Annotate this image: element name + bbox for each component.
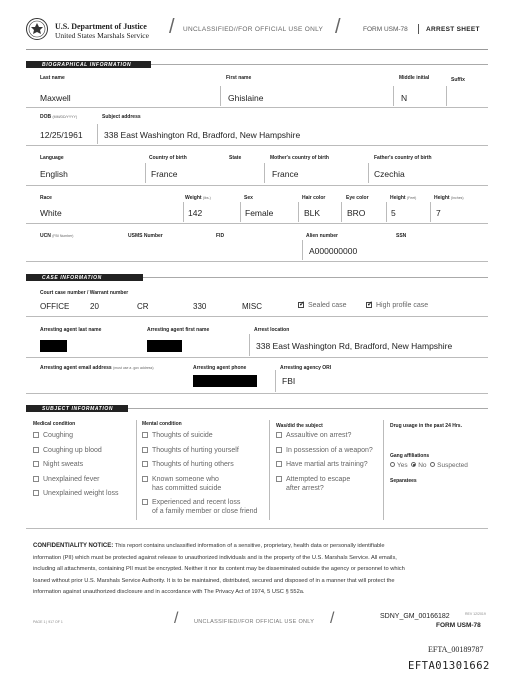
separatees-label: Separatees	[390, 478, 417, 484]
agent-email-label: Arresting agent email address (must use a .gov address)	[40, 365, 154, 371]
race-label: Race	[40, 195, 52, 201]
field-divider	[446, 86, 447, 106]
subject-checkbox[interactable]: In possession of a weapon?	[276, 447, 373, 454]
efta-stamp-small: EFTA_00189787	[428, 645, 484, 654]
mental-checkbox[interactable]: Thoughts of suicide	[142, 432, 213, 439]
high-profile-checkbox[interactable]	[366, 302, 428, 309]
row-rule	[26, 261, 488, 262]
footer-classification: UNCLASSIFIED//FOR OFFICIAL USE ONLY	[194, 619, 315, 625]
first-name-label: First name	[226, 75, 252, 81]
revision-label: REV 12/2019	[465, 612, 486, 616]
ucn-label: UCN (FBI Number)	[40, 233, 74, 239]
gang-radio-group[interactable]: Yes No Suspected	[390, 462, 468, 469]
country-of-birth-label: Country of birth	[149, 155, 187, 161]
dob-label: DOB (MM/DD/YYYY)	[40, 114, 78, 120]
header-divider-pipe	[418, 24, 419, 34]
father-country-label: Father's country of birth	[374, 155, 432, 161]
row-rule	[26, 393, 488, 394]
form-title: ARREST SHEET	[426, 26, 480, 33]
cr-label: CR	[137, 302, 149, 311]
subject-address-label: Subject address	[102, 114, 141, 120]
footer-divider: /	[330, 610, 335, 627]
height-feet-label: Height (Feet)	[390, 195, 417, 201]
row-rule	[26, 107, 488, 108]
field-divider	[393, 86, 394, 106]
last-name-value[interactable]: Maxwell	[40, 93, 71, 103]
agent-phone-label: Arresting agent phone	[193, 365, 247, 371]
mental-checkbox-cont: has committed suicide	[152, 485, 222, 492]
state-label: State	[229, 155, 242, 161]
column-divider	[269, 420, 270, 520]
radio-suspected[interactable]	[430, 462, 435, 467]
confidentiality-notice: CONFIDENTIALITY NOTICE: This report contains unclassified information of a sensitive, proprietary, health data or personally identifiable information (PII) which must be protected against release to unauthorized individuals and is the property of the U.S. Marshals Service. All emails, including all attachments, containing PII must be encrypted. Neither it nor its content may be disseminated outside the agency or personnel to which loaned without prior U.S. Marshals Service Authority. It is to be maintained, distributed, secured and disposed of in a manner that will protect the information against unauthorized disclosure and in accordance with The Privacy Act of 1974, 5 USC § 552a.	[33, 543, 405, 595]
agent-first-name-label: Arresting agent first name	[147, 327, 210, 333]
agent-last-name-label: Arresting agent last name	[40, 327, 102, 333]
sealed-case-label: Sealed case	[308, 302, 347, 309]
mental-checkbox[interactable]: Thoughts of hurting yourself	[142, 447, 239, 454]
doj-seal-icon	[26, 18, 48, 40]
arresting-agency-label: Arresting agency ORI	[280, 365, 332, 371]
father-country-value[interactable]: Czechia	[374, 169, 405, 179]
dob-value[interactable]: 12/25/1961	[40, 130, 83, 140]
height-feet-value[interactable]: 5	[391, 208, 396, 218]
middle-initial-value[interactable]: N	[401, 93, 408, 103]
field-divider	[145, 163, 146, 183]
race-value[interactable]: White	[40, 208, 62, 218]
footer-form-number: FORM USM-78	[436, 622, 481, 629]
mental-checkbox[interactable]: Known someone who	[142, 476, 219, 483]
ssn-label: SSN	[396, 233, 407, 239]
section-rule	[128, 408, 488, 409]
subject-did-label: Was/did the subject	[276, 423, 323, 429]
field-divider	[183, 202, 184, 222]
mental-checkbox[interactable]: Thoughts of hurting others	[142, 461, 234, 468]
efta-stamp-large: EFTA01301662	[408, 660, 490, 672]
cr-number[interactable]: 330	[193, 302, 207, 311]
field-divider	[298, 202, 299, 222]
row-rule	[26, 145, 488, 146]
row-rule	[26, 357, 488, 358]
sealed-case-checkbox[interactable]	[298, 302, 347, 309]
row-rule	[26, 528, 488, 529]
weight-value[interactable]: 142	[188, 208, 203, 218]
language-value[interactable]: English	[40, 169, 68, 179]
field-divider	[386, 202, 387, 222]
subject-address-value[interactable]: 338 East Washington Rd, Bradford, New Hampshire	[104, 130, 301, 140]
drug-usage-label: Drug usage in the past 24 Hrs.	[390, 423, 462, 429]
header-divider: /	[169, 16, 175, 38]
field-divider	[97, 124, 98, 144]
hair-color-label: Hair color	[302, 195, 326, 201]
suffix-label: Suffix	[451, 77, 465, 83]
radio-no[interactable]	[411, 462, 416, 467]
subject-checkbox[interactable]: Attempted to escape	[276, 476, 350, 483]
field-divider	[368, 163, 369, 183]
last-name-label: Last name	[40, 75, 65, 81]
mental-checkbox-cont: of a family member or close friend	[152, 508, 258, 515]
bates-number: SDNY_GM_00166182	[380, 613, 450, 620]
misc-label: MISC	[242, 302, 262, 311]
height-inches-label: Height (Inches)	[434, 195, 464, 201]
language-label: Language	[40, 155, 64, 161]
agency-subname: United States Marshals Service	[55, 31, 149, 40]
header-divider: /	[335, 16, 341, 38]
field-divider	[275, 370, 276, 392]
agency-name: U.S. Department of Justice	[55, 22, 147, 31]
row-rule	[26, 185, 488, 186]
court-case-label: Court case number / Warrant number	[40, 290, 129, 296]
notice-title: CONFIDENTIALITY NOTICE:	[33, 543, 114, 549]
usms-number-label: USMS Number	[128, 233, 163, 239]
field-divider	[341, 202, 342, 222]
sex-label: Sex	[244, 195, 253, 201]
column-divider	[136, 420, 137, 520]
office-label: OFFICE	[40, 302, 70, 311]
eye-color-value[interactable]: BRO	[347, 208, 366, 218]
header-rule	[26, 49, 488, 50]
checkbox-checked[interactable]	[366, 302, 372, 308]
height-inches-value[interactable]: 7	[436, 208, 441, 218]
medical-condition-label: Medical condition	[33, 421, 76, 427]
medical-checkbox[interactable]: Night sweats	[33, 461, 83, 468]
checkbox-checked[interactable]	[298, 302, 304, 308]
arrest-location-value[interactable]: 338 East Washington Rd, Bradford, New Hampshire	[256, 341, 453, 351]
section-rule	[143, 277, 488, 278]
medical-checkbox[interactable]: Unexplained fever	[33, 476, 99, 483]
arresting-agency-value[interactable]: FBI	[282, 376, 296, 386]
header-form-number: FORM USM-78	[363, 26, 408, 33]
field-divider	[302, 240, 303, 260]
sex-value[interactable]: Female	[245, 208, 274, 218]
redaction-block	[40, 340, 67, 352]
field-divider	[430, 202, 431, 222]
field-divider	[240, 202, 241, 222]
subject-checkbox[interactable]: Assaultive on arrest?	[276, 432, 351, 439]
field-divider	[220, 86, 221, 106]
mental-condition-label: Mental condition	[142, 421, 182, 427]
medical-checkbox[interactable]: Coughing up blood	[33, 447, 102, 454]
header-classification: UNCLASSIFIED//FOR OFFICIAL USE ONLY	[183, 26, 324, 33]
mental-checkbox[interactable]: Experienced and recent loss	[142, 499, 240, 506]
section-rule	[151, 64, 488, 65]
fid-label: FID	[216, 233, 225, 239]
country-of-birth-value[interactable]: France	[151, 169, 178, 179]
subject-checkbox-cont: after arrest?	[286, 485, 324, 492]
middle-initial-label: Middle initial	[399, 75, 430, 81]
alien-number-value[interactable]: A000000000	[309, 246, 358, 256]
redaction-block	[147, 340, 182, 352]
mother-country-label: Mother's country of birth	[270, 155, 329, 161]
section-subject: SUBJECT INFORMATION	[26, 405, 128, 412]
footer-page-info: PAGE 1 | 917 OF 1	[33, 620, 63, 624]
field-divider	[249, 334, 250, 356]
medical-checkbox[interactable]: Coughing	[33, 432, 73, 439]
section-biographical: BIOGRAPHICAL INFORMATION	[26, 61, 151, 68]
medical-checkbox[interactable]: Unexplained weight loss	[33, 490, 119, 497]
eye-color-label: Eye color	[346, 195, 369, 201]
first-name-value[interactable]: Ghislaine	[228, 93, 264, 103]
arrest-location-label: Arrest location	[254, 327, 290, 333]
weight-label: Weight (lbs.)	[185, 195, 211, 201]
alien-number-label: Alien number	[306, 233, 338, 239]
section-case: CASE INFORMATION	[26, 274, 143, 281]
subject-checkbox[interactable]: Have martial arts training?	[276, 461, 368, 468]
gang-affiliations-label: Gang affiliations	[390, 453, 430, 459]
radio-yes[interactable]	[390, 462, 395, 467]
office-number[interactable]: 20	[90, 302, 99, 311]
row-rule	[26, 223, 488, 224]
hair-color-value[interactable]: BLK	[304, 208, 321, 218]
footer-divider: /	[174, 610, 179, 627]
mother-country-value[interactable]: France	[272, 169, 299, 179]
high-profile-label: High profile case	[376, 302, 429, 309]
column-divider	[383, 420, 384, 520]
row-rule	[26, 316, 488, 317]
redaction-block	[193, 375, 257, 387]
field-divider	[264, 163, 265, 183]
